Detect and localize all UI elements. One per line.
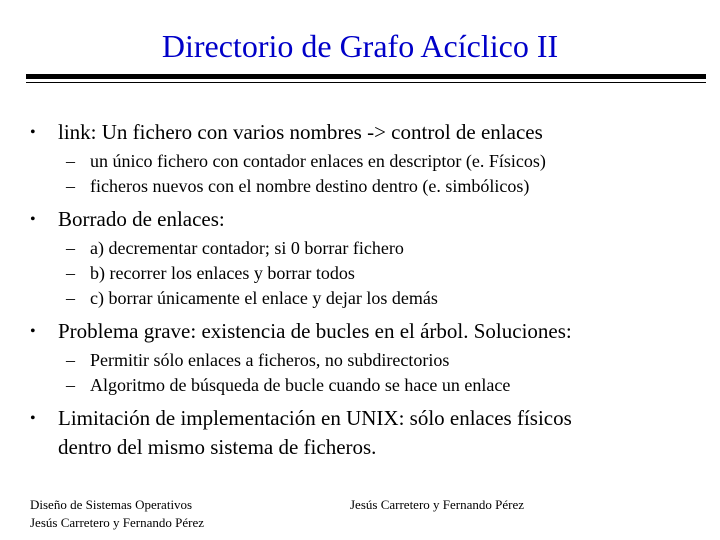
sub-item-text: un único fichero con contador enlaces en descriptor (e. Físicos) — [90, 151, 546, 171]
footer-right — [350, 496, 524, 514]
sub-list — [0, 149, 720, 199]
dash-marker: – — [66, 375, 75, 395]
dash-marker: – — [66, 263, 75, 283]
sub-item — [0, 373, 720, 398]
bullet-marker: • — [30, 323, 36, 340]
bullet-text: : Un fichero con varios nombres -> control de enlaces — [90, 120, 543, 144]
bullet-text-line1: Limitación de implementación en UNIX: sólo enlaces físicos — [58, 406, 572, 430]
bullet-marker: • — [30, 410, 36, 427]
footer-course: Diseño de Sistemas Operativos — [30, 497, 193, 512]
dash-marker: – — [66, 350, 75, 370]
title-rule-thin — [26, 82, 706, 83]
sub-item — [0, 261, 720, 286]
sub-item — [0, 174, 720, 199]
sub-item-text: Permitir sólo enlaces a ficheros, no subdirectorios — [90, 350, 450, 370]
bullet-text: Borrado de enlaces: — [58, 207, 225, 231]
dash-marker: – — [66, 288, 75, 308]
title-rule-thick — [26, 74, 706, 79]
sub-item-text: c) borrar únicamente el enlace y dejar los demás — [90, 288, 438, 308]
footer-authors-right: Jesús Carretero y Fernando Pérez — [350, 497, 524, 512]
sub-item — [0, 149, 720, 174]
dash-marker: – — [66, 238, 75, 258]
sub-item-text: Algoritmo de búsqueda de bucle cuando se hace un enlace — [90, 375, 511, 395]
sub-item-text: b) recorrer los enlaces y borrar todos — [90, 263, 355, 283]
bullet-term: link — [58, 120, 91, 144]
footer-left — [30, 496, 204, 532]
bullet-link — [0, 118, 720, 147]
sub-item — [0, 236, 720, 261]
sub-item — [0, 348, 720, 373]
bullet-text-line2: dentro del mismo sistema de ficheros. — [58, 435, 377, 459]
bullet-limitacion — [0, 404, 720, 462]
sub-item — [0, 286, 720, 311]
slide-title: Directorio de Grafo Acíclico II — [161, 28, 559, 64]
bullet-marker: • — [30, 124, 36, 141]
bullet-problema — [0, 317, 720, 346]
dash-marker: – — [66, 176, 75, 196]
bullet-borrado — [0, 205, 720, 234]
sub-list — [0, 348, 720, 398]
bullet-marker: • — [30, 211, 36, 228]
footer-authors: Jesús Carretero y Fernando Pérez — [30, 515, 204, 530]
dash-marker: – — [66, 151, 75, 171]
sub-item-text: ficheros nuevos con el nombre destino dentro (e. simbólicos) — [90, 176, 530, 196]
bullet-text: Problema grave: existencia de bucles en el árbol. Soluciones: — [58, 319, 572, 343]
sub-item-text: a) decrementar contador; si 0 borrar fichero — [90, 238, 404, 258]
slide-body — [0, 118, 720, 462]
sub-list — [0, 236, 720, 311]
